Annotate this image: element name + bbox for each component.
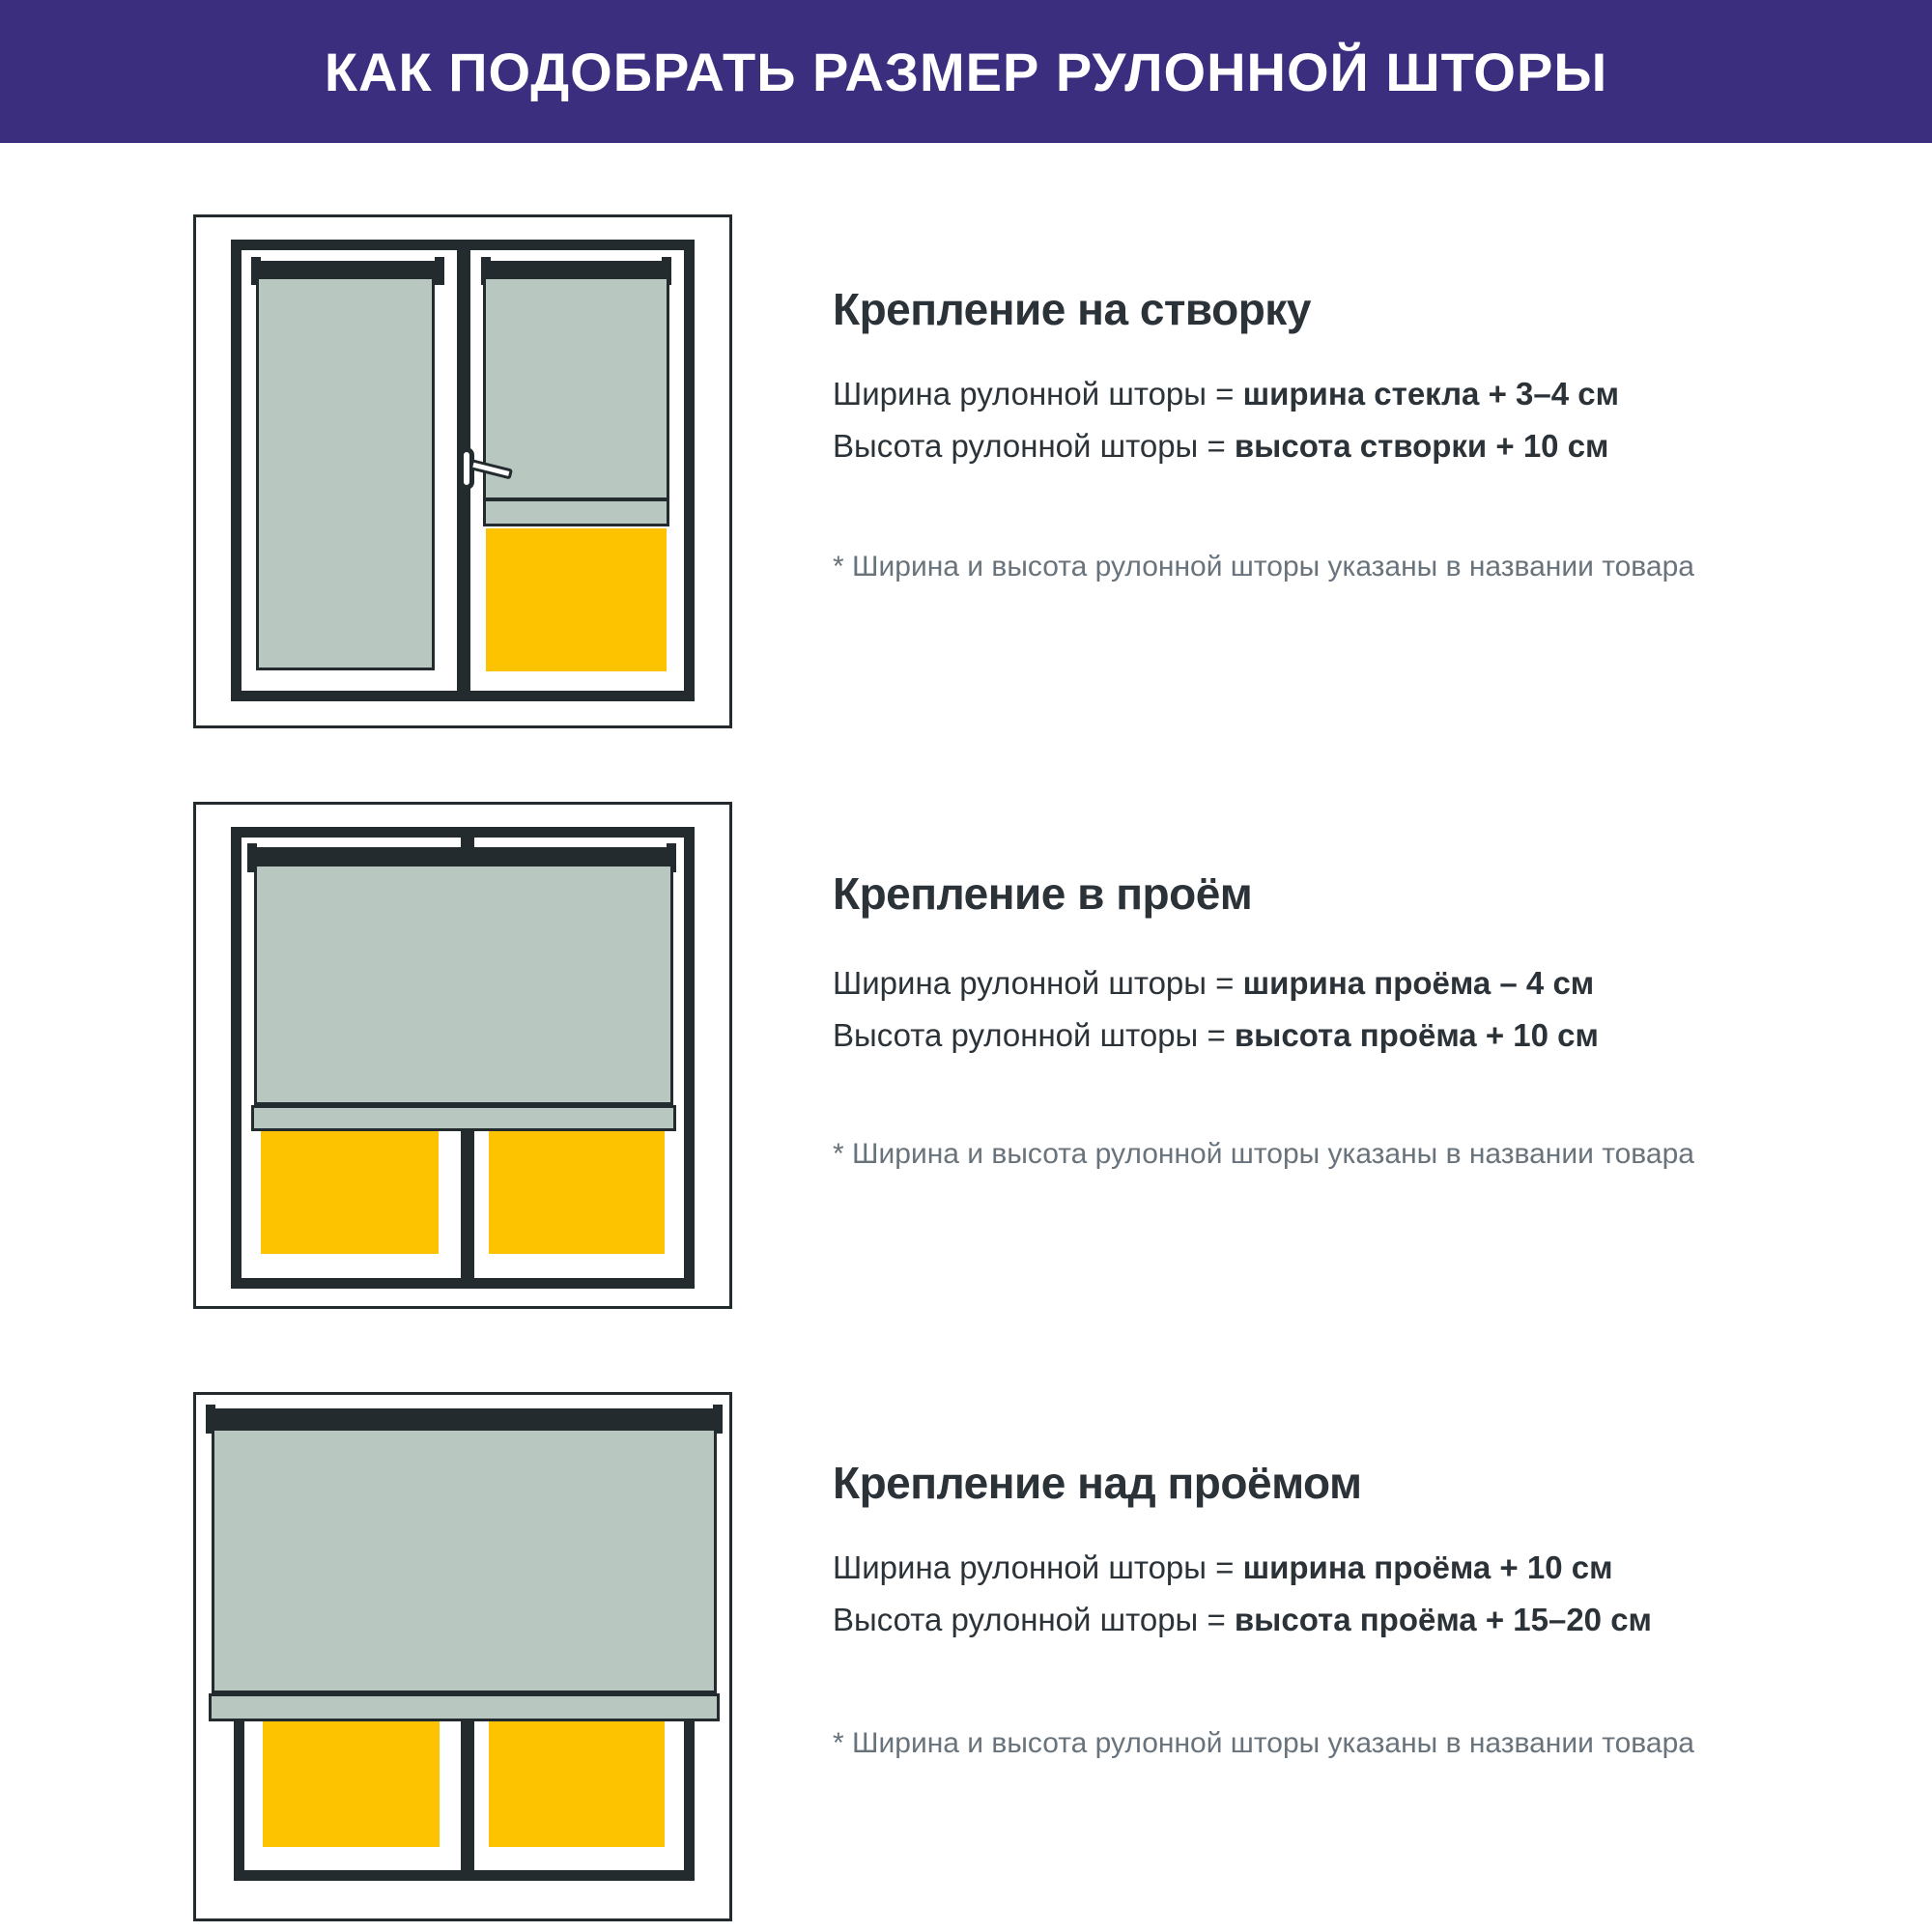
window-glass <box>486 528 667 671</box>
blind-cassette-bar <box>251 261 444 276</box>
footnote: * Ширина и высота рулонной шторы указаны в названии товара <box>833 551 1694 582</box>
blind-bottom-bar <box>209 1693 720 1721</box>
blind-fabric <box>254 864 673 1105</box>
blind-fabric-right-sash <box>483 276 669 500</box>
formula-prefix: Высота рулонной шторы = <box>833 1017 1235 1053</box>
width-formula <box>833 377 1619 412</box>
formula-prefix: Ширина рулонной шторы = <box>833 376 1243 412</box>
blind-cassette-bar <box>481 261 671 276</box>
section-title: Крепление на створку <box>833 284 1311 334</box>
formula-prefix: Ширина рулонной шторы = <box>833 1549 1243 1585</box>
formula-prefix: Ширина рулонной шторы = <box>833 965 1243 1001</box>
blind-fabric <box>212 1428 717 1693</box>
window-glass <box>489 1721 665 1847</box>
footnote: * Ширина и высота рулонной шторы указаны в названии товара <box>833 1727 1694 1759</box>
formula-value: высота проёма + 10 см <box>1234 1017 1599 1053</box>
formula-prefix: Высота рулонной шторы = <box>833 428 1235 464</box>
window-diagram-above-opening-mount <box>193 1392 732 1921</box>
section-title: Крепление над проёмом <box>833 1458 1362 1508</box>
blind-cassette-bar <box>206 1408 723 1428</box>
formula-value: ширина проёма – 4 см <box>1242 965 1595 1001</box>
section-title: Крепление в проём <box>833 868 1253 919</box>
window-glass <box>263 1721 440 1847</box>
page-title: КАК ПОДОБРАТЬ РАЗМЕР РУЛОННОЙ ШТОРЫ <box>324 41 1608 102</box>
window-glass <box>489 1131 665 1254</box>
formula-value: ширина проёма + 10 см <box>1242 1549 1613 1585</box>
window-glass <box>261 1131 439 1254</box>
height-formula <box>833 429 1608 464</box>
height-formula <box>833 1603 1652 1637</box>
window-diagram-sash-mount <box>193 214 732 728</box>
blind-bottom-bar <box>251 1105 676 1131</box>
blind-bottom-bar <box>483 498 669 526</box>
formula-value: высота створки + 10 см <box>1234 428 1609 464</box>
height-formula <box>833 1018 1599 1053</box>
blind-fabric-left-sash <box>256 276 435 670</box>
window-diagram-opening-mount <box>193 802 732 1309</box>
width-formula <box>833 1550 1612 1585</box>
footnote: * Ширина и высота рулонной шторы указаны в названии товара <box>833 1138 1694 1170</box>
blind-cassette-bar <box>247 847 676 864</box>
header-banner <box>0 0 1932 143</box>
formula-value: высота проёма + 15–20 см <box>1234 1602 1652 1637</box>
formula-prefix: Высота рулонной шторы = <box>833 1602 1235 1637</box>
formula-value: ширина стекла + 3–4 см <box>1242 376 1620 412</box>
width-formula <box>833 966 1594 1001</box>
